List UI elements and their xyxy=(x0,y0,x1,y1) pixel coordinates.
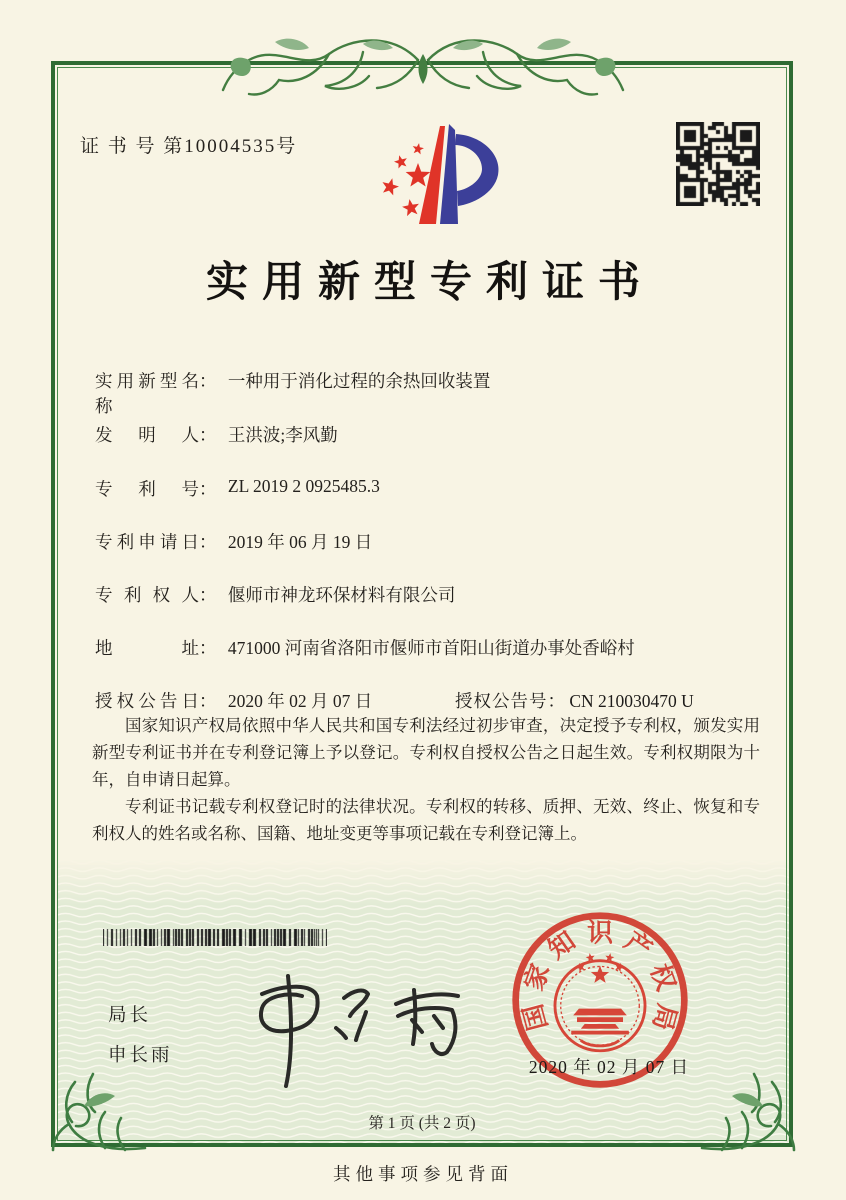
field-label: 实用新型名称 xyxy=(95,371,199,416)
barcode xyxy=(103,929,327,946)
field-label: 地址 xyxy=(95,638,199,658)
legal-paragraph: 专利证书记载专利权登记时的法律状况。专利权的转移、质押、无效、终止、恢复和专利权人的姓名或名称、国籍、地址变更等事项记载在专利登记簿上。 xyxy=(92,797,760,843)
svg-text:产: 产 xyxy=(619,925,658,965)
field-row-address: 地址： 471000 河南省洛阳市偃师市首阳山街道办事处香峪村 xyxy=(95,635,790,661)
signer-title: 局长 xyxy=(108,1006,152,1026)
field-row-filing-date: 专利申请日： 2019 年 06 月 19 日 xyxy=(95,529,790,555)
field-value: 471000 河南省洛阳市偃师市首阳山街道办事处香峪村 xyxy=(227,638,635,658)
page-indicator: 第 1 页 (共 2 页) xyxy=(368,1115,476,1132)
top-scroll-ornament-icon xyxy=(213,14,633,114)
commissioner-signature-icon xyxy=(228,958,478,1090)
field-value: 2020 年 02 月 07 日 xyxy=(227,691,373,711)
qr-code xyxy=(676,122,760,206)
svg-text:知: 知 xyxy=(542,925,581,965)
certificate-title: 实用新型专利证书 xyxy=(205,260,654,306)
legal-text xyxy=(92,712,760,847)
signer-block xyxy=(108,996,173,1076)
field-value: 偃师市神龙环保材料有限公司 xyxy=(227,585,456,605)
field-label: 专利申请日 xyxy=(95,532,199,552)
svg-text:国: 国 xyxy=(518,1001,553,1034)
signer-name: 申长雨 xyxy=(108,1046,173,1066)
field-value: 一种用于消化过程的余热回收装置 xyxy=(227,371,491,391)
field-label: 授权公告日 xyxy=(95,691,199,711)
back-note: 其他事项参见背面 xyxy=(333,1164,513,1184)
legal-paragraph: 国家知识产权局依照中华人民共和国专利法经过初步审查，决定授予专利权，颁发实用新型专利证书并在专利登记簿上予以登记。专利权自授权公告之日起生效。专利权期限为十年，自申请日起算。 xyxy=(92,716,760,789)
field-row-patent-number: 专利号： ZL 2019 2 0925485.3 xyxy=(95,476,380,499)
field-row-name: 实用新型名称： 一种用于消化过程的余热回收装置 xyxy=(95,368,790,394)
certificate-number: 证 书 号 第10004535号 xyxy=(80,136,298,157)
svg-text:识: 识 xyxy=(587,918,613,948)
grant-publication-number: 授权公告号： CN 210030470 U xyxy=(455,691,694,711)
field-row-inventor: 发明人： 王洪波;李风勤 xyxy=(95,422,790,448)
field-row-grant-date: 授权公告日： 2020 年 02 月 07 日 授权公告号： CN 210030470 U xyxy=(95,688,790,714)
field-value: 王洪波;李风勤 xyxy=(227,425,338,445)
svg-text:家: 家 xyxy=(519,960,556,995)
field-value: ZL 2019 2 0925485.3 xyxy=(227,476,380,496)
field-row-patentee: 专利权人： 偃师市神龙环保材料有限公司 xyxy=(95,582,790,608)
field-label: 专利号 xyxy=(95,479,199,499)
svg-text:局: 局 xyxy=(647,1001,682,1034)
field-label: 专利权人 xyxy=(95,585,199,605)
field-value: 2019 年 06 月 19 日 xyxy=(227,532,373,552)
cnipa-logo-icon xyxy=(352,112,504,234)
seal-date: 2020 年 02 月 07 日 xyxy=(528,1057,690,1077)
field-label: 发明人 xyxy=(95,425,199,445)
svg-text:权: 权 xyxy=(644,960,681,995)
